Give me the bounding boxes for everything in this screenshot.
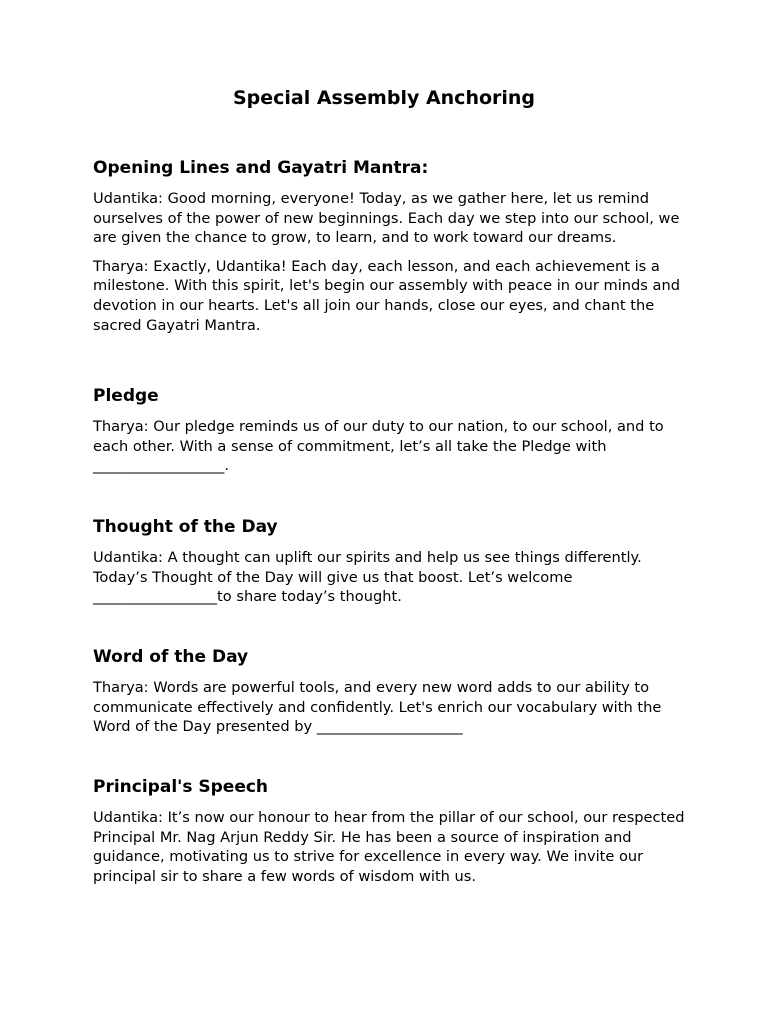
paragraph: Tharya: Words are powerful tools, and every new word adds to our ability to communicate effectively and confidently. Let's enrich our vocabulary with the Word of the Day presented by ____________________	[93, 679, 662, 736]
paragraph: Tharya: Our pledge reminds us of our duty to our nation, to our school, and to each other. With a sense of commitment, let’s all take the Pledge with __________________.	[93, 418, 664, 475]
section-opening-lines	[93, 157, 693, 344]
section-heading: Pledge	[93, 386, 159, 406]
section-heading: Opening Lines and Gayatri Mantra:	[93, 158, 429, 178]
paragraph: Tharya: Exactly, Udantika! Each day, each lesson, and each achievement is a milestone. With this spirit, let's begin our assembly with peace in our minds and devotion in our hearts. Let's all join our hands, close our eyes, and chant the sacred Gayatri Mantra.	[93, 257, 680, 334]
section-word-of-the-day	[93, 646, 693, 746]
paragraph: Udantika: A thought can uplift our spirits and help us see things differently. Today’s Thought of the Day will give us that boost. Let’s welcome _________________to share today’s thought.	[93, 549, 642, 606]
section-heading: Thought of the Day	[93, 517, 278, 537]
section-heading: Word of the Day	[93, 647, 249, 667]
paragraph: Udantika: Good morning, everyone! Today, as we gather here, let us remind ourselves of the power of new beginnings. Each day we step into our school, we are given the chance to grow, to learn, and to work toward our dreams.	[93, 190, 680, 247]
document-title: Special Assembly Anchoring	[232, 87, 536, 109]
section-thought-of-the-day	[93, 516, 693, 616]
paragraph: Udantika: It’s now our honour to hear from the pillar of our school, our respected Principal Mr. Nag Arjun Reddy Sir. He has been a source of inspiration and guidance, motivating us to strive for excellence in every way. We invite our principal sir to share a few words of wisdom with us.	[93, 809, 685, 885]
section-principals-speech	[93, 776, 693, 895]
section-heading: Principal's Speech	[93, 777, 269, 797]
section-pledge	[93, 385, 693, 485]
